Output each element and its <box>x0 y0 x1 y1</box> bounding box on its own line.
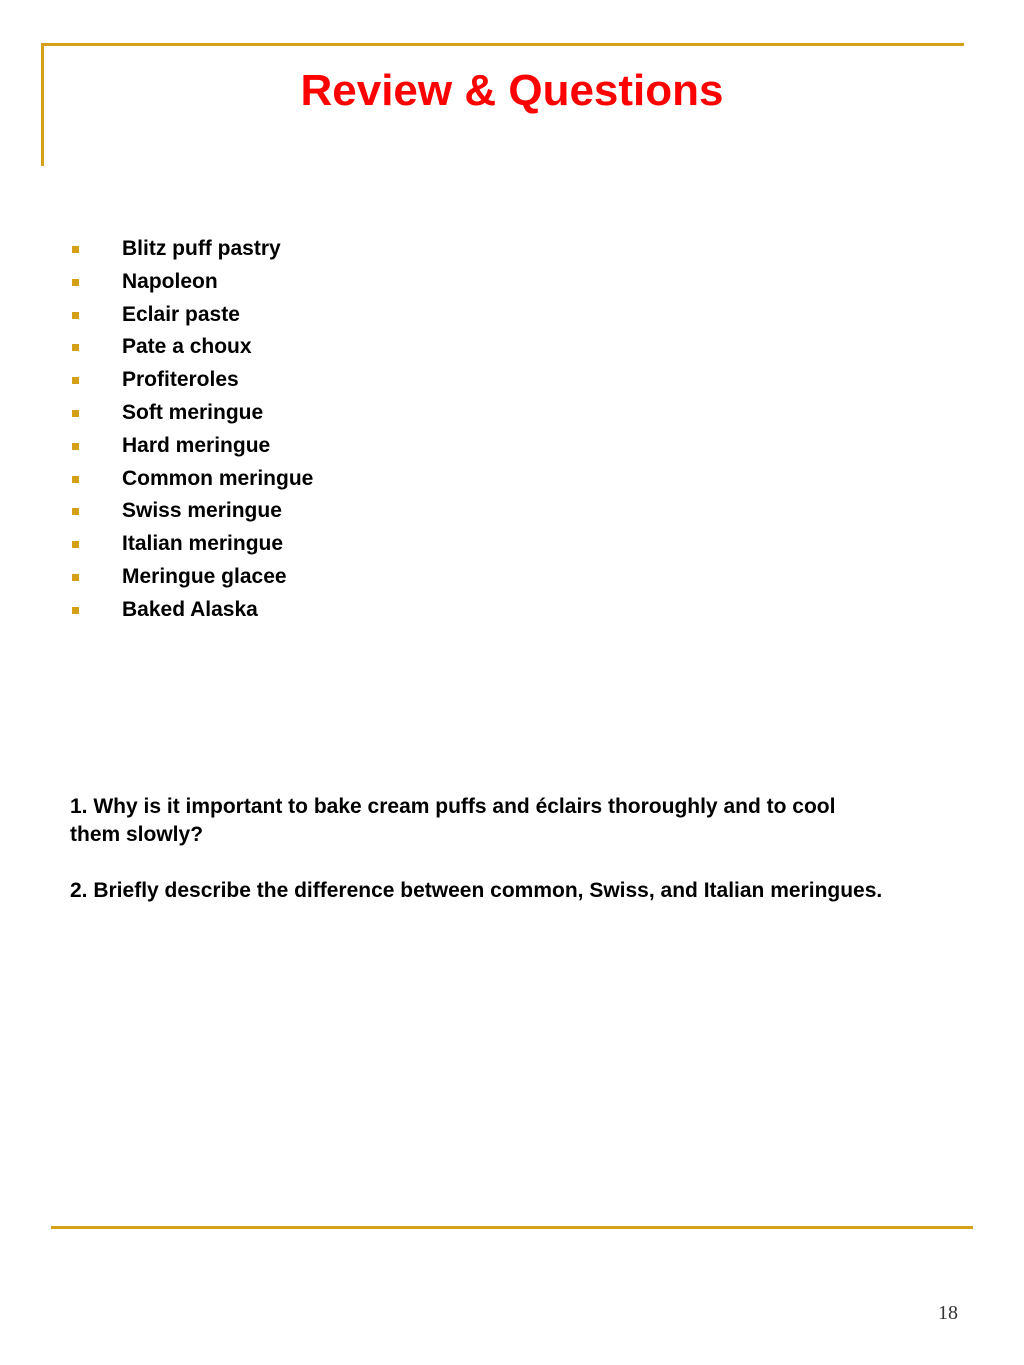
square-bullet-icon <box>72 344 79 351</box>
question-block <box>70 793 970 933</box>
square-bullet-icon <box>72 410 79 417</box>
page-number: 18 <box>938 1302 958 1324</box>
square-bullet-icon <box>72 312 79 319</box>
footer-rule <box>51 1226 973 1229</box>
term-label: Napoleon <box>122 269 218 293</box>
term-label: Swiss meringue <box>122 499 282 523</box>
square-bullet-icon <box>72 541 79 548</box>
term-label: Baked Alaska <box>122 597 258 621</box>
square-bullet-icon <box>72 279 79 286</box>
frame-top-rule <box>41 43 964 46</box>
term-label: Eclair paste <box>122 302 240 326</box>
term-label: Common meringue <box>122 466 314 490</box>
question-2: 2. Briefly describe the difference between common, Swiss, and Italian meringues. <box>70 879 883 902</box>
square-bullet-icon <box>72 476 79 483</box>
term-label: Pate a choux <box>122 335 252 359</box>
term-label: Italian meringue <box>122 532 284 556</box>
term-label: Meringue glacee <box>122 564 287 588</box>
term-label: Hard meringue <box>122 433 271 457</box>
term-label: Blitz puff pastry <box>122 237 281 260</box>
question-1: 1. Why is it important to bake cream puffs and éclairs thoroughly and to cool them slowly? <box>70 795 836 846</box>
square-bullet-icon <box>72 508 79 515</box>
slide-title: Review & Questions <box>300 66 724 115</box>
term-label: Soft meringue <box>122 400 264 424</box>
square-bullet-icon <box>72 607 79 614</box>
square-bullet-icon <box>72 574 79 581</box>
square-bullet-icon <box>72 246 79 253</box>
square-bullet-icon <box>72 377 79 384</box>
term-label: Profiteroles <box>122 368 239 392</box>
square-bullet-icon <box>72 443 79 450</box>
